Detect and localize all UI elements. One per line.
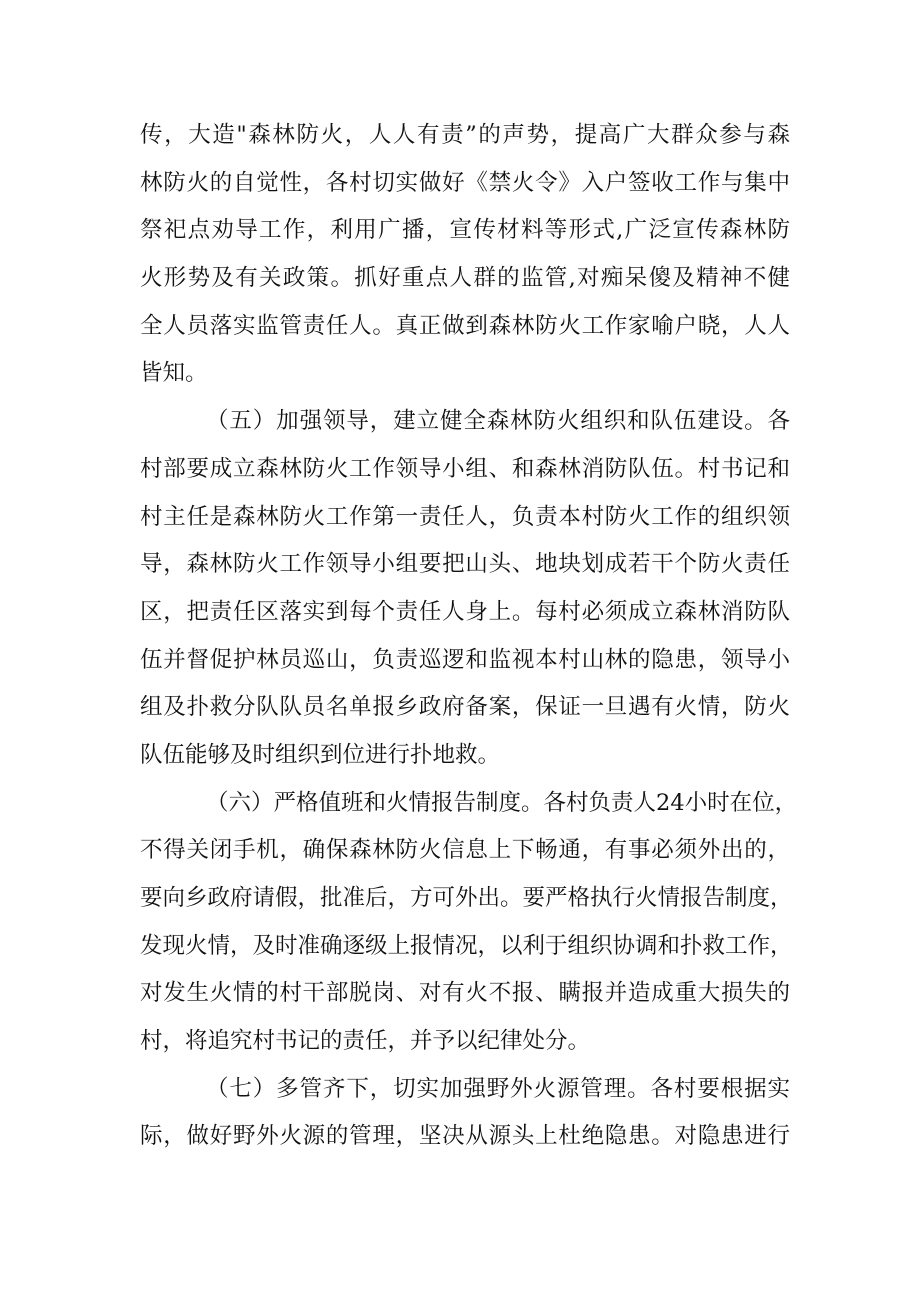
text-line: 祭祀点劝导工作，利用广播，宣传材料等形式,广泛宣传森林防 xyxy=(140,217,790,244)
text-line: 对发生火情的村干部脱岗、对有火不报、瞒报并造成重大损失的 xyxy=(140,980,790,1007)
text-line: 区，把责任区落实到每个责任人身上。每村必须成立森林消防队 xyxy=(140,598,790,625)
paragraph-heading-line: （六）严格值班和火情报告制度。各村负责人24小时在位， xyxy=(206,789,798,816)
text-line: 火形势及有关政策。抓好重点人群的监管,对痴呆傻及精神不健 xyxy=(140,265,790,292)
text-line: 不得关闭手机，确保森林防火信息上下畅通，有事必须外出的， xyxy=(140,837,790,864)
text-line: 组及扑救分队队员名单报乡政府备案，保证一旦遇有火情，防火 xyxy=(140,694,790,721)
text-line: 皆知。 xyxy=(140,360,208,387)
text-line: 林防火的自觉性，各村切实做好《禁火令》入户签收工作与集中 xyxy=(140,169,790,196)
text-line: 导，森林防火工作领导小组要把山头、地块划成若干个防火责任 xyxy=(140,551,790,578)
text-line: 发现火情，及时准确逐级上报情况，以利于组织协调和扑救工作， xyxy=(140,932,793,959)
document-body xyxy=(140,112,798,1161)
text-line: 村，将追究村书记的责任，并予以纪律处分。 xyxy=(140,1028,591,1055)
paragraph-heading-line: （七）多管齐下，切实加强野外火源管理。各村要根据实 xyxy=(206,1075,790,1102)
text-line: 全人员落实监管责任人。真正做到森林防火工作家喻户晓，人人 xyxy=(140,312,790,339)
text-line: 传，大造"森林防火，人人有责”的声势，提高广大群众参与森 xyxy=(140,122,790,148)
text-line: 要向乡政府请假，批准后，方可外出。要严格执行火情报告制度， xyxy=(140,885,793,911)
text-line: 村部要成立森林防火工作领导小组、和森林消防队伍。村书记和 xyxy=(140,455,790,482)
text-line: 村主任是森林防火工作第一责任人，负责本村防火工作的组织领 xyxy=(140,503,790,530)
text-line: 伍并督促护林员巡山，负责巡逻和监视本村山林的隐患，领导小 xyxy=(140,646,790,673)
paragraph-heading-line: （五）加强领导，建立健全森林防火组织和队伍建设。各 xyxy=(206,408,790,435)
text-line: 际，做好野外火源的管理，坚决从源头上杜绝隐患。对隐患进行 xyxy=(140,1123,790,1150)
text-line: 队伍能够及时组织到位进行扑地救。 xyxy=(140,741,501,768)
